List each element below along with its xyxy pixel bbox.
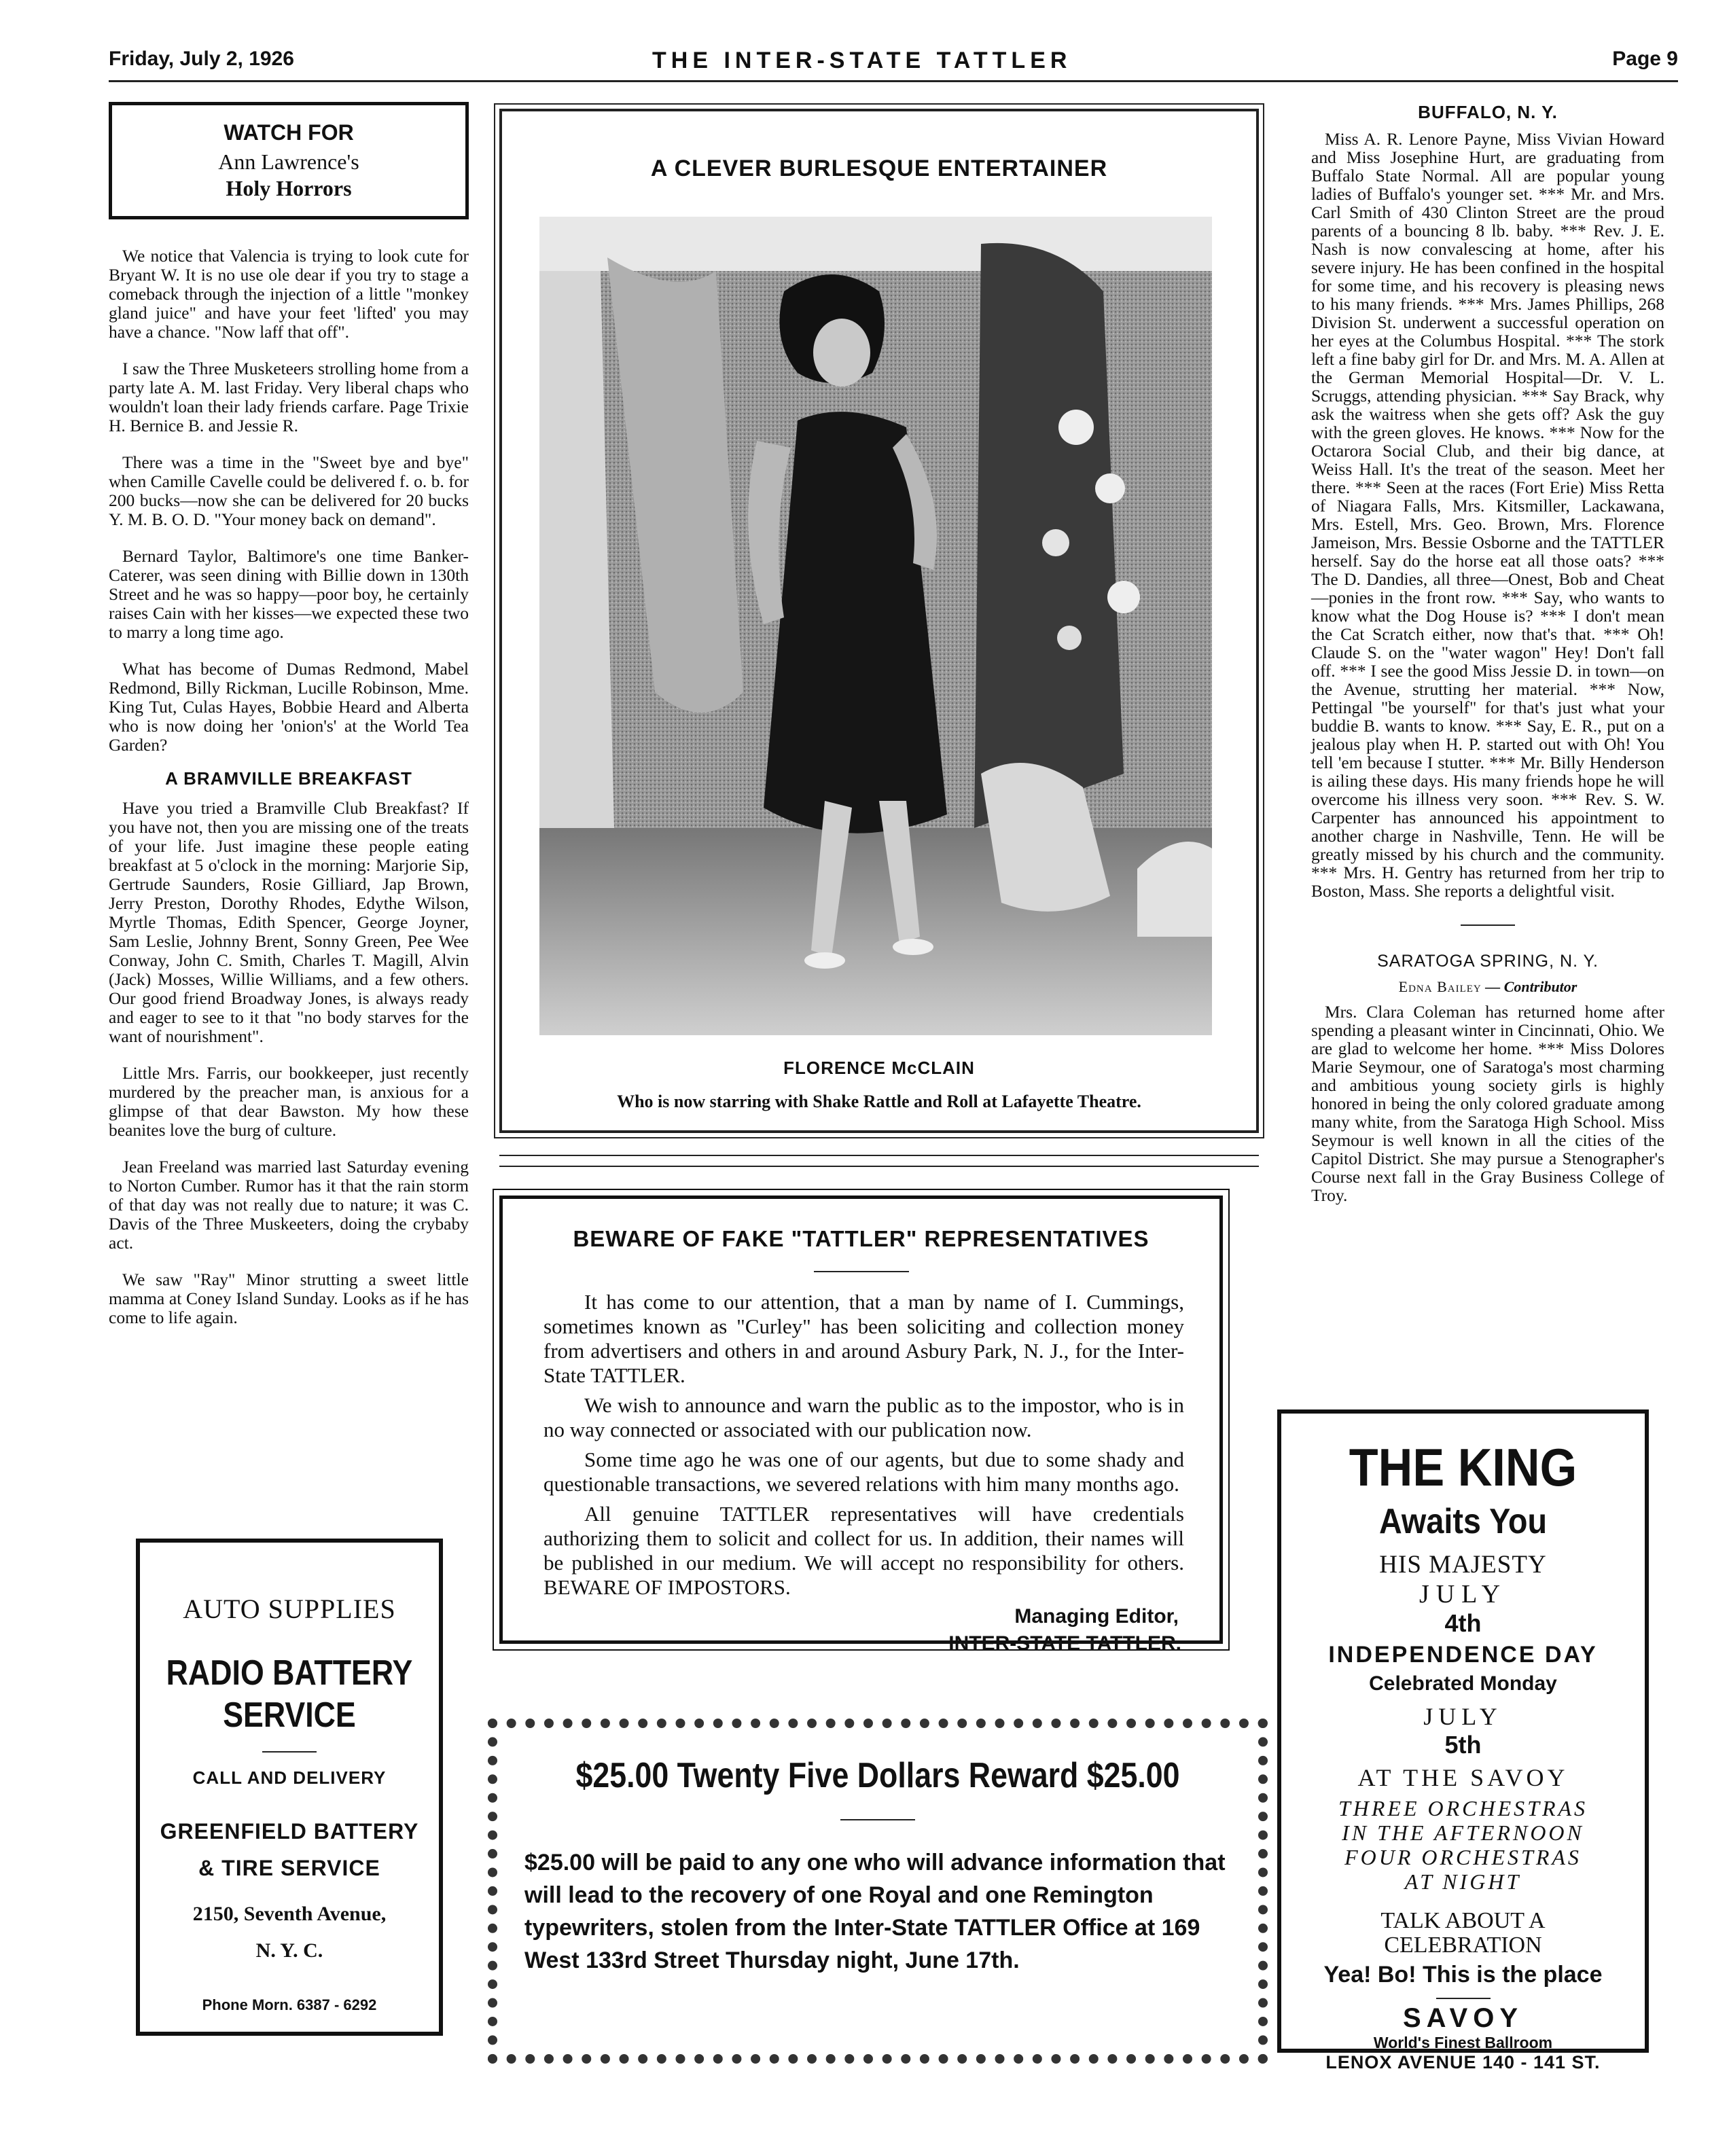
- ad-line: SAVOY: [1402, 2003, 1524, 2033]
- ad-line: AUTO SUPPLIES: [183, 1594, 396, 1624]
- watch-for-box: [109, 102, 469, 219]
- auto-supplies-ad: [136, 1539, 443, 2036]
- reward-title: $25.00 Twenty Five Dollars Reward $25.00: [575, 1756, 1180, 1795]
- gossip-paragraph: We saw "Ray" Minor strutting a sweet little mamma at Coney Island Sunday. Looks as if he has come to life again.: [109, 1270, 469, 1327]
- ad-line: World's Finest Ballroom: [1373, 2034, 1553, 2051]
- ad-line: 2150, Seventh Avenue,: [192, 1903, 387, 1925]
- gossip-paragraph: What has become of Dumas Redmond, Mabel Redmond, Billy Rickman, Lucille Robinson, Mme. King Tut, Culas Hayes, Bobbie Heard and Alberta who is now doing her 'onion's' at the World Tea Garden?: [109, 659, 469, 755]
- ad-line: HIS MAJESTY: [1379, 1551, 1547, 1579]
- ad-line: N. Y. C.: [255, 1939, 323, 1962]
- ad-line: THREE ORCHESTRAS: [1338, 1796, 1588, 1820]
- saratoga-heading: SARATOGA SPRING, N. Y.: [1377, 952, 1599, 971]
- savoy-ad: [1277, 1409, 1649, 2072]
- ad-line: INDEPENDENCE DAY: [1328, 1642, 1598, 1668]
- contributor-role: — Contributor: [1485, 978, 1577, 995]
- ad-line: 5th: [1444, 1731, 1482, 1759]
- newspaper-title: THE INTER-STATE TATTLER: [652, 48, 1072, 73]
- reward-divider: [840, 1819, 915, 1820]
- beware-divider: [814, 1271, 909, 1272]
- issue-date: Friday, July 2, 1926: [109, 48, 294, 70]
- photo-feature: [499, 109, 1259, 1133]
- section-divider: [1461, 924, 1515, 926]
- reward-body: $25.00 will be paid to any one who will advance information that will lead to the recovery of one Royal and one Remington typewriters, stolen from the Inter-State TATTLER Office at 169 West 133rd Street Thursday night, June 17th.: [524, 1850, 1226, 1973]
- page-number: Page 9: [1612, 48, 1678, 70]
- beware-notice: [499, 1196, 1223, 1655]
- ad-phone: Phone Morn. 6387 - 6292: [202, 1996, 377, 2013]
- ad-line: TALK ABOUT A: [1380, 1908, 1546, 1933]
- ad-line: FOUR ORCHESTRAS: [1344, 1845, 1582, 1869]
- gossip-paragraph: There was a time in the "Sweet bye and bye" when Camille Cavelle could be delivered f. o. b. for 200 bucks—now she can be delivered for 20 bucks Y. M. B. O. D. "Your money back on demand".: [109, 452, 469, 529]
- gossip-paragraph: I saw the Three Musketeers strolling home from a party late A. M. last Friday. Very liberal chaps who wouldn't loan their lady friends carfare. Page Trixie H. Bernice B. and Jessie R.: [109, 359, 469, 435]
- ad-line: JULY: [1423, 1703, 1503, 1730]
- ad-line: GREENFIELD BATTERY: [160, 1819, 419, 1844]
- photo-caption-name: FLORENCE McCLAIN: [783, 1058, 975, 1078]
- ad-divider: [262, 1751, 317, 1753]
- photo-caption-text: Who is now starring with Shake Rattle and Roll at Lafayette Theatre.: [617, 1092, 1141, 1111]
- left-column: [109, 102, 469, 1345]
- bramville-heading: A BRAMVILLE BREAKFAST: [165, 768, 412, 789]
- ad-line: THE KING: [1349, 1437, 1577, 1497]
- contributor-name: Edna Bailey: [1398, 978, 1482, 995]
- ad-line: 4th: [1444, 1609, 1482, 1637]
- ad-line: CELEBRATION: [1384, 1933, 1542, 1958]
- ad-line: RADIO BATTERY: [166, 1653, 413, 1693]
- ad-line: CALL AND DELIVERY: [192, 1767, 387, 1788]
- beware-signature: INTER-STATE TATTLER.: [948, 1632, 1181, 1655]
- photo-title: A CLEVER BURLESQUE ENTERTAINER: [650, 156, 1108, 181]
- saratoga-news: Mrs. Clara Coleman has returned home after spending a pleasant winter in Cincinnati, Ohio. We are glad to welcome her home. *** Miss Dolores Marie Seymour, one of Saratoga's most charming and ambitious young society girls is highly honored in being the only colored graduate among many white, from the Saratoga High School. Miss Seymour is well known in all the cities of the Capitol District. She may pursue a Stenographer's Course next fall in the Gray Business College of Troy.: [1311, 1002, 1664, 1205]
- right-column: [1311, 102, 1664, 1204]
- ad-line: Awaits You: [1378, 1502, 1548, 1541]
- section-divider: [499, 1155, 1259, 1167]
- watch-for-line1: WATCH FOR: [224, 120, 354, 145]
- beware-paragraph: It has come to our attention, that a man by name of I. Cummings, sometimes known as "Curley" has been soliciting and collection money from advertisers and others in and around Asbury Park, N. J., for the Inter-State TATTLER.: [543, 1290, 1184, 1387]
- buffalo-heading: BUFFALO, N. Y.: [1418, 102, 1558, 122]
- saratoga-contributor: [1311, 978, 1664, 996]
- watch-for-line2: Ann Lawrence's: [218, 149, 359, 174]
- reward-notice: [488, 1719, 1268, 2064]
- entertainer-photo: [539, 217, 1212, 1035]
- bramville-paragraph: Have you tried a Bramville Club Breakfast? If you have not, then you are missing one of the treats of your life. Just imagine these people eating breakfast at 5 o'clock in the morning: Marjorie Sip, Gertrude Saunders, Rosie Gilliard, Jap Brown, Jerry Preston, Dorothy Rhodes, Edythe Wilson, Myrtle Thomas, Edith Spencer, George Joyner, Sam Leslie, Johnny Brent, Sonny Green, Pee Wee Conway, John C. Smith, Charles T. Magill, Alvin (Jack) Mosses, Willie Williams, and a few others. Our good friend Broadway Jones, is always ready and eager to see to it that "no body starves for the want of nourishment".: [109, 798, 469, 1046]
- gossip-paragraph: Bernard Taylor, Baltimore's one time Banker-Caterer, was seen dining with Billie down in 130th Street and he was so happy—poor boy, he certainly raises Cain with her kisses—we expected these two to marry a long time ago.: [109, 546, 469, 642]
- ad-line: IN THE AFTERNOON: [1342, 1820, 1584, 1845]
- gossip-paragraph: Little Mrs. Farris, our bookkeeper, just recently murdered by the preacher man, is anxious for a glimpse of that dear Bawston. My how these beanites love the burg of culture.: [109, 1063, 469, 1140]
- ad-line: SERVICE: [223, 1695, 356, 1735]
- beware-paragraph: We wish to announce and warn the public as to the impostor, who is in no way connected or associated with our publication now.: [543, 1393, 1184, 1441]
- ad-divider: [1436, 1998, 1491, 1999]
- gossip-paragraph: We notice that Valencia is trying to look cute for Bryant W. It is no use ole dear if you try to stage a comeback through the injection of a little "monkey gland juice" and have your feet 'lifted' you may have a chance. "Now laff that off".: [109, 246, 469, 342]
- ad-line: LENOX AVENUE 140 - 141 ST.: [1325, 2052, 1601, 2072]
- ad-line: JULY: [1419, 1580, 1508, 1609]
- ad-line: & TIRE SERVICE: [198, 1856, 380, 1880]
- beware-paragraph: Some time ago he was one of our agents, but due to some shady and questionable transactions, we severed relations with him many months ago.: [543, 1448, 1184, 1496]
- ad-line: AT NIGHT: [1404, 1869, 1522, 1894]
- header-rule: [109, 80, 1678, 82]
- beware-title: BEWARE OF FAKE "TATTLER" REPRESENTATIVES: [573, 1226, 1149, 1251]
- ad-line: AT THE SAVOY: [1357, 1764, 1569, 1791]
- watch-for-line3: Holy Horrors: [226, 176, 352, 200]
- ad-line: Celebrated Monday: [1369, 1672, 1557, 1695]
- beware-paragraph: All genuine TATTLER representatives will have credentials authorizing them to solicit and collect for us. In addition, their names will be published in our medium. We will accept no responsibility for others. BEWARE OF IMPOSTORS.: [543, 1502, 1184, 1599]
- buffalo-news: Miss A. R. Lenore Payne, Miss Vivian Howard and Miss Josephine Hurt, are graduating from Buffalo State Normal. All are popular young ladies of Buffalo's younger set. *** Mr. and Mrs. Carl Smith of 430 Clinton Street are the proud parents of a bouncing 8 lb. baby. *** Rev. J. E. Nash is now convalescing at home, after his severe injury. He has been confined in the hospital for some time, and his recovery is pleasing news to his many friends. *** Mrs. James Phillips, 268 Division St. underwent a successful operation on her eyes at the Columbus Hospital. *** The stork left a fine baby girl for Dr. and Mrs. M. A. Allen at the German Memorial Hospital—Dr. V. L. Scruggs, attending physician. *** Say Brack, why ask the waitress when she gets off? Ask the guy with the green gloves. He knows. *** Now for the Octarora Social Club, and their big dance, at Weiss Hall. It's the treat of the season. Meet her there. *** Seen at the races (Fort Erie) Miss Retta of Niagara Falls, Mrs. Kitsmiller, Lackawana, Mrs. Estell, Mrs. Geo. Brown, Mrs. Florence Jameison, Mrs. Bessie Osborne and the TATTLER herself. Say do the horse eat all those oats? *** The D. Dandies, all three—Onest, Bob and Cheat—ponies in the front row. *** Say, who wants to know what the Dog House is? *** I don't mean the Cat Scratch either, now that's that. *** Oh! Claude S. on the "water wagon" Hey! Don't fall off. *** I see the good Miss Jessie D. in town—on the Avenue, strutting her material. *** Now, Pettingal "be yourself" for that's just what your buddie B. wants to know. *** Say, E. R., put on a jealous play when H. P. started out with Oh! You tell 'em because I stutter. *** Mr. Billy Henderson is ailing these days. His many friends hope he will overcome his illness very soon. *** Rev. S. W. Carpenter has announced his appointment to another charge in Nashville, Tenn. He will be greatly missed by his church and the community. *** Mrs. H. Gentry has returned from her trip to Boston, Mass. She reports a delightful visit.: [1311, 129, 1664, 901]
- gossip-paragraph: Jean Freeland was married last Saturday evening to Norton Cumber. Rumor has it that the rain storm of that day was not really due to nature; it was C. Davis of the Three Muskeeters, doing the crybaby act.: [109, 1157, 469, 1253]
- beware-signature: Managing Editor,: [1014, 1605, 1179, 1628]
- ad-line: Yea! Bo! This is the place: [1323, 1962, 1603, 1988]
